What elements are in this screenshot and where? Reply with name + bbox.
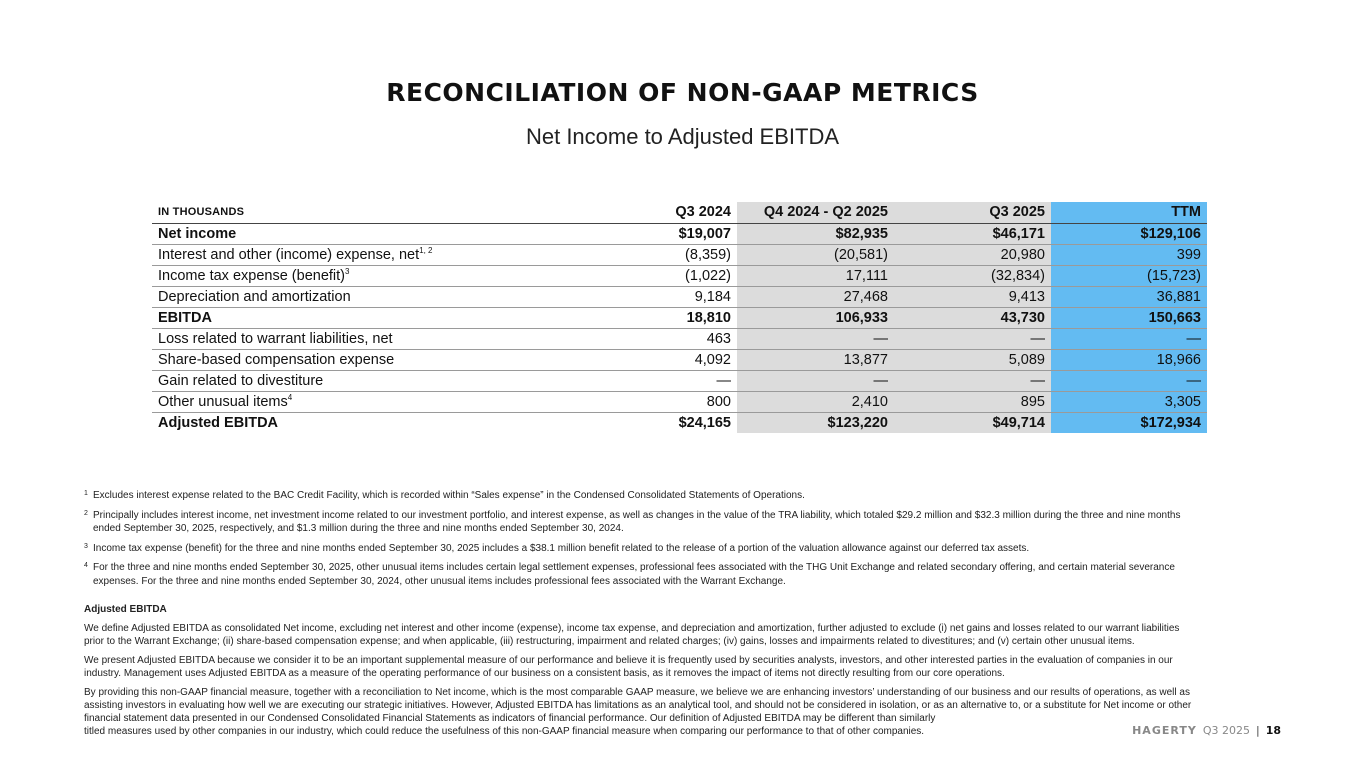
cell-q3-2024: 463 (592, 328, 737, 349)
cell-q4-2024-q2-2025: $123,220 (737, 412, 894, 433)
footnote-text: ended September 30, 2025, respectively, and $1.3 million during the three and nine months ended September 30, 2024. (93, 523, 624, 534)
row-label: Net income (152, 223, 592, 244)
table-row (152, 370, 1207, 391)
column-header-ttm: TTM (1051, 202, 1207, 223)
cell-q3-2025: 43,730 (894, 307, 1051, 328)
column-header-q3-2025: Q3 2025 (894, 202, 1051, 223)
cell-ttm: (15,723) (1051, 265, 1207, 286)
cell-q4-2024-q2-2025: 27,468 (737, 286, 894, 307)
cell-ttm: 399 (1051, 244, 1207, 265)
footnote-mark: 1 (84, 490, 88, 497)
table-row (152, 391, 1207, 412)
table-row (152, 328, 1207, 349)
footnote-ref: 4 (287, 392, 293, 402)
cell-q3-2024: — (592, 370, 737, 391)
footnote-text: expenses. For the three and nine months ended September 30, 2024, other unusual items includes professional fees associated with the Warrant Exchange. (93, 575, 786, 587)
cell-q4-2024-q2-2025: 17,111 (737, 265, 894, 286)
row-label: Adjusted EBITDA (158, 414, 279, 431)
cell-q3-2025: — (894, 328, 1051, 349)
row-label: Income tax expense (benefit)$^3$ (152, 265, 592, 286)
footnote-mark: 2 (84, 509, 88, 517)
cell-ttm: $129,106 (1051, 223, 1207, 244)
row-label: Loss related to warrant liabilities, net (152, 328, 592, 349)
row-label: Gain related to divestiture (152, 370, 592, 391)
row-label: Depreciation and amortization (152, 286, 592, 307)
cell-q3-2025: $49,714 (894, 412, 1051, 433)
cell-q4-2024-q2-2025: 2,410 (737, 391, 894, 412)
cell-q3-2024: 4,092 (592, 349, 737, 370)
cell-ttm: — (1051, 328, 1207, 349)
table-row (152, 349, 1207, 370)
cell-q3-2024: (1,022) (592, 265, 737, 286)
footnote (84, 509, 1214, 536)
table-row (152, 223, 1207, 244)
definition-paragraph: We present Adjusted EBITDA because we consider it to be an important supplemental measure of our performance and believe it is frequently used by securities analysts, investors, and other interested parties in the evaluation of companies in our industry. Management uses Adjusted EBITDA as a measure of the operating performance of our business on a consistent basis, as it removes the impact of items not directly resulting from our core operations. (84, 655, 1173, 679)
table-row (152, 286, 1207, 307)
footnote-text: Excludes interest expense related to the BAC Credit Facility, which is recorded within “Sales expense” in the Condensed Consolidated Statements of Operations. (93, 490, 805, 501)
footer-period: Q3 2025 (1202, 724, 1250, 737)
cell-q3-2024: $24,165 (678, 414, 731, 431)
row-label: Share-based compensation expense (152, 349, 592, 370)
footnote-text: Principally includes interest income, net investment income related to our investment portfolio, and interest expense, as well as changes in the value of the TRA liability, which totaled $29.2 million and $32.3 million during the three and nine months (93, 509, 1181, 521)
column-header-q3-2024: Q3 2024 (592, 202, 737, 223)
cell-ttm: — (1051, 370, 1207, 391)
page-footer (1132, 724, 1281, 737)
cell-q3-2024: 800 (592, 391, 737, 412)
footnote-mark: 3 (84, 542, 88, 550)
definition-heading: Adjusted EBITDA (84, 604, 167, 615)
cell-ttm: 3,305 (1051, 391, 1207, 412)
cell-q3-2025: 9,413 (894, 286, 1051, 307)
cell-q3-2025: — (894, 370, 1051, 391)
column-header-units: IN THOUSANDS (152, 202, 592, 223)
footnote-mark: 4 (84, 562, 88, 569)
footnote-text: Income tax expense (benefit) for the three and nine months ended September 30, 2025 includes a $38.1 million benefit related to the release of a portion of the valuation allowance against our deferred tax assets. (93, 542, 1030, 554)
row-label: Interest and other (income) expense, net$^{1, 2}$ (152, 244, 592, 265)
cell-q3-2025: (32,834) (894, 265, 1051, 286)
column-header-q4-2024-q2-2025: Q4 2024 - Q2 2025 (737, 202, 894, 223)
cell-ttm: 150,663 (1051, 307, 1207, 328)
cell-q4-2024-q2-2025: 13,877 (737, 349, 894, 370)
page-subtitle: Net Income to Adjusted EBITDA (525, 124, 840, 149)
cell-q3-2025: 20,980 (894, 244, 1051, 265)
brand-logo-text: HAGERTY (1132, 724, 1197, 737)
cell-q3-2025: 895 (894, 391, 1051, 412)
footnotes (84, 489, 1214, 594)
table-row (152, 265, 1207, 286)
reconciliation-table (152, 202, 1207, 433)
table-row (152, 307, 1207, 328)
cell-q4-2024-q2-2025: 106,933 (737, 307, 894, 328)
table-row (152, 244, 1207, 265)
cell-q3-2025: $46,171 (894, 223, 1051, 244)
row-label: Other unusual items$^4$ (152, 391, 592, 412)
cell-q3-2024: (8,359) (592, 244, 737, 265)
table-row (152, 412, 1207, 433)
cell-q3-2025: 5,089 (894, 349, 1051, 370)
cell-ttm: 36,881 (1051, 286, 1207, 307)
definition-paragraph: By providing this non-GAAP financial measure, together with a reconciliation to Net income, which is the most comparable GAAP measure, we believe we are enhancing investors’ understanding of our business and our results of operations, as well as assisting investors in evaluating how well we are executing our strategic initiatives. However, Adjusted EBITDA has limitations as an analytical tool, and should not be considered in isolation, or as an alternative to, or a substitute for Net income or other financial statement data presented in our Condensed Consolidated Financial Statements as indicators of financial performance. Our definition of Adjusted EBITDA may be different than similarly titled measures used by other companies in our industry, which could reduce the usefulness of this non-GAAP financial measure when comparing our performance to that of other companies. (84, 687, 1192, 737)
footer-separator: | (1255, 724, 1260, 737)
cell-q3-2024: 18,810 (592, 307, 737, 328)
cell-ttm: 18,966 (1051, 349, 1207, 370)
cell-q4-2024-q2-2025: $82,935 (737, 223, 894, 244)
footnote (84, 489, 1214, 503)
footnote-ref: 1, 2 (419, 245, 433, 255)
cell-q4-2024-q2-2025: — (737, 328, 894, 349)
definition-paragraph: We define Adjusted EBITDA as consolidated Net income, excluding net interest and other income (expense), income tax expense, and depreciation and amortization, further adjusted to exclude (i) net gains and losses related to our warrant liabilities prior to the Warrant Exchange; (ii) share-based compensation expense; and when applicable, (iii) restructuring, impairment and related charges; (iv) gains, losses and impairments related to divestitures; and (v) certain other unusual items. (84, 623, 1180, 647)
cell-q3-2024: 9,184 (592, 286, 737, 307)
page-title: RECONCILIATION OF NON-GAAP METRICS (386, 78, 979, 107)
footnote (84, 561, 1214, 588)
footnote (84, 542, 1214, 556)
cell-ttm: $172,934 (1051, 412, 1207, 433)
footnote-ref: 3 (345, 266, 350, 276)
footnote-text: For the three and nine months ended September 30, 2025, other unusual items includes certain legal settlement expenses, professional fees associated with the THG Unit Exchange and related secondary offering, and certain material severance (93, 562, 1175, 573)
page-number: 18 (1265, 724, 1281, 737)
cell-q4-2024-q2-2025: — (737, 370, 894, 391)
row-label: EBITDA (152, 307, 592, 328)
cell-q3-2024: $19,007 (592, 223, 737, 244)
table-header-row (152, 202, 1207, 223)
cell-q4-2024-q2-2025: (20,581) (737, 244, 894, 265)
adjusted-ebitda-definition (84, 603, 1219, 744)
